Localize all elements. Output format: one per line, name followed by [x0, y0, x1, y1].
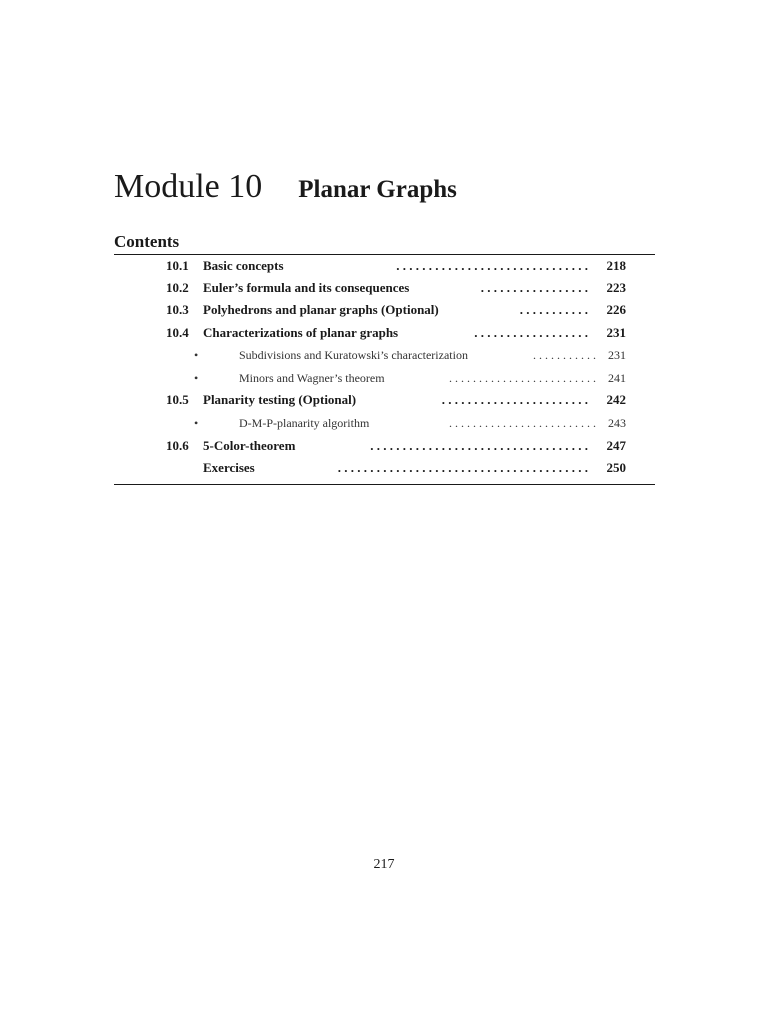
toc-label: Characterizations of planar graphs — [203, 325, 399, 340]
module-title: Planar Graphs — [298, 176, 457, 203]
toc-label: Planarity testing (Optional) — [203, 392, 357, 407]
toc-entry-10-3[interactable] — [114, 299, 626, 321]
toc-leader: . . . . . . . . . . . . . . . . . . . . . . . . . — [449, 416, 596, 430]
toc-label: Exercises — [203, 460, 255, 475]
toc-page: 242 — [606, 392, 626, 407]
toc-entry-10-2[interactable] — [114, 277, 626, 299]
toc-number: 10.3 — [166, 302, 189, 317]
toc-leader: . . . . . . . . . . . — [519, 302, 588, 317]
toc-label: Subdivisions and Kuratowski’s characterization — [239, 348, 468, 362]
toc-number: 10.5 — [166, 392, 189, 407]
toc-entry-10-1[interactable] — [114, 255, 626, 277]
toc-number: 10.4 — [166, 325, 189, 340]
toc-entry-10-6[interactable] — [114, 435, 626, 457]
module-label: Module 10 — [114, 168, 263, 205]
chapter-title — [114, 168, 457, 206]
toc-leader: . . . . . . . . . . . — [533, 348, 596, 362]
toc-page: 231 — [608, 348, 626, 362]
toc-label: 5-Color-theorem — [203, 438, 296, 453]
toc-label: Polyhedrons and planar graphs (Optional) — [203, 302, 439, 317]
toc-subentry-wagner[interactable] — [114, 367, 626, 389]
toc-label: Euler’s formula and its consequences — [203, 280, 410, 295]
toc-leader: . . . . . . . . . . . . . . . . . . — [474, 325, 588, 340]
toc-page: 231 — [606, 325, 626, 340]
toc-page: 223 — [606, 280, 626, 295]
page-number: 217 — [373, 857, 395, 872]
contents-bottom-rule — [114, 484, 655, 485]
toc-page: 243 — [608, 416, 626, 430]
toc-label: Minors and Wagner’s theorem — [239, 371, 385, 385]
toc-bullet: • — [194, 348, 199, 362]
toc-page: 250 — [606, 460, 626, 475]
toc-entry-10-5[interactable] — [114, 389, 626, 411]
toc-leader: . . . . . . . . . . . . . . . . . . . . . . . . . . . . . . . . . . . . . . . — [337, 460, 588, 475]
toc-bullet: • — [194, 416, 199, 430]
toc-leader: . . . . . . . . . . . . . . . . . . . . . . . — [441, 392, 588, 407]
toc-label: D-M-P-planarity algorithm — [239, 416, 370, 430]
toc-number: 10.1 — [166, 258, 189, 273]
toc-page: 218 — [606, 258, 626, 273]
toc-label: Basic concepts — [203, 258, 284, 273]
toc-entry-10-4[interactable] — [114, 322, 626, 344]
toc-bullet: • — [194, 371, 199, 385]
toc-leader: . . . . . . . . . . . . . . . . . — [480, 280, 588, 295]
toc-number: 10.6 — [166, 438, 189, 453]
contents-heading: Contents — [114, 232, 180, 251]
toc-page: 247 — [606, 438, 626, 453]
toc-leader: . . . . . . . . . . . . . . . . . . . . . . . . . . . . . . . . . . — [370, 438, 588, 453]
toc-leader: . . . . . . . . . . . . . . . . . . . . . . . . . — [449, 371, 596, 385]
toc-leader: . . . . . . . . . . . . . . . . . . . . . . . . . . . . . . — [396, 258, 588, 273]
toc-entry-exercises[interactable] — [114, 457, 626, 479]
toc-subentry-dmp[interactable] — [114, 412, 626, 434]
toc-subentry-kuratowski[interactable] — [114, 344, 626, 366]
toc-page: 241 — [608, 371, 626, 385]
toc-page: 226 — [606, 302, 626, 317]
toc-number: 10.2 — [166, 280, 189, 295]
